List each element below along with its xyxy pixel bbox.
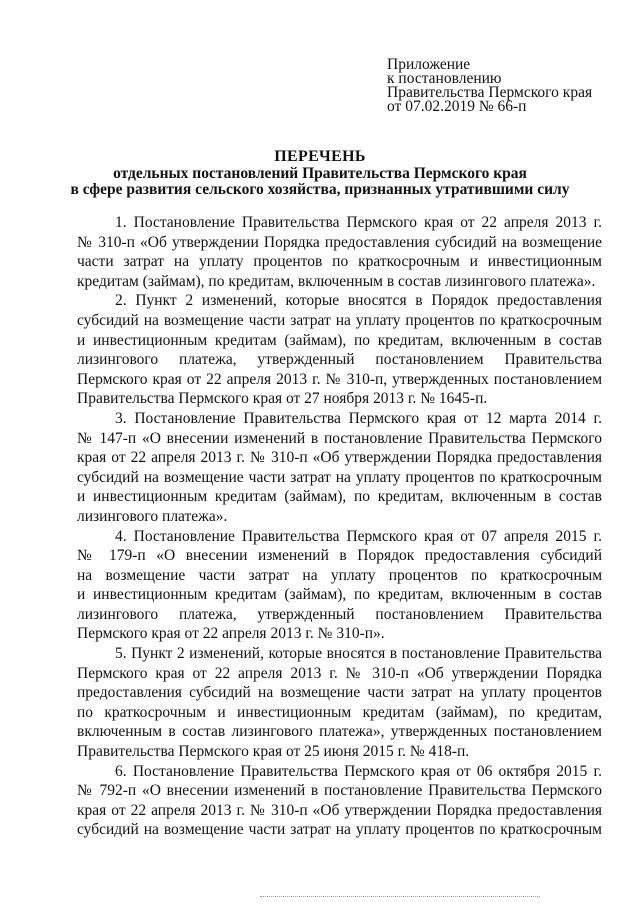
appendix-block bbox=[387, 58, 627, 114]
appendix-line: от 07.02.2019 № 66-п bbox=[387, 98, 527, 115]
list-item-line: Пермского края от 22 апреля 2013 г. № 310-п, утвержденных постановлением bbox=[77, 370, 602, 388]
list-item-line: № 147-п «О внесении изменений в постановление Правительства Пермского bbox=[77, 429, 602, 447]
list-item-line: лизингового платежа». bbox=[77, 507, 228, 525]
list-item-line: Правительства Пермского края от 25 июня 2015 г. № 418-п. bbox=[77, 743, 470, 761]
list-item-line: 6. Постановление Правительства Пермского края от 06 октября 2015 г. bbox=[115, 762, 602, 780]
list-item-line: предоставления субсидий на возмещение части затрат на уплату процентов bbox=[77, 684, 602, 702]
list-item-line: Правительства Пермского края от 27 ноября 2013 г. № 1645-п. bbox=[77, 390, 488, 408]
list-item-line: лизингового платежа, утвержденный постановлением Правительства bbox=[77, 605, 602, 623]
list-item-line: Пермского края от 22 апреля 2013 г. № 310-п «Об утверждении Порядка bbox=[77, 664, 602, 682]
page-footer-divider bbox=[260, 896, 540, 898]
list-item bbox=[77, 213, 602, 291]
list-item-line: края от 22 апреля 2013 г. № 310-п «Об утверждении Порядка предоставления bbox=[77, 801, 602, 819]
list-item-line: 1. Постановление Правительства Пермского края от 22 апреля 2013 г. bbox=[115, 214, 602, 231]
appendix-line: к постановлению bbox=[387, 70, 502, 87]
list-item-line: на возмещение части затрат на уплату процентов по краткосрочным bbox=[77, 566, 602, 584]
appendix-line: Приложение bbox=[387, 56, 471, 73]
appendix-line: Правительства Пермского края bbox=[387, 84, 593, 101]
list-item bbox=[77, 291, 602, 409]
list-item-line: 2. Пункт 2 изменений, которые вносятся в Порядок предоставления bbox=[115, 292, 602, 310]
list-item-line: субсидий на возмещение части затрат на уплату процентов по краткосрочным bbox=[77, 821, 602, 839]
list-item-line: № 792-п «О внесении изменений в постановление Правительства Пермского bbox=[77, 782, 602, 800]
list-item bbox=[77, 644, 602, 762]
list-item-line: 4. Постановление Правительства Пермского края от 07 апреля 2015 г. bbox=[115, 527, 602, 545]
list-item bbox=[77, 409, 602, 527]
list-item-line: 5. Пункт 2 изменений, которые вносятся в постановление Правительства bbox=[115, 645, 602, 663]
list-item-line: включенным в состав лизингового платежа», утвержденных постановлением bbox=[77, 723, 602, 741]
list-item-line: края от 22 апреля 2013 г. № 310-п «Об утверждении Порядка предоставления bbox=[77, 449, 602, 467]
list-item-line: и инвестиционным кредитам (займам), по кредитам, включенным в состав bbox=[77, 586, 602, 604]
document-title: ПЕРЕЧЕНЬ bbox=[274, 148, 366, 165]
list-body bbox=[77, 213, 602, 840]
list-item-line: № 310-п «Об утверждении Порядка предоставления субсидий на возмещение bbox=[77, 233, 602, 251]
list-item-line: и инвестиционным кредитам (займам), по кредитам, включенным в состав bbox=[77, 331, 602, 349]
list-item-line: Пермского края от 22 апреля 2013 г. № 310-п». bbox=[77, 625, 385, 643]
list-item-line: лизингового платежа, утвержденный постановлением Правительства bbox=[77, 351, 602, 369]
subtitle-line: отдельных постановлений Правительства Пермского края bbox=[113, 165, 527, 182]
list-item bbox=[77, 762, 602, 840]
list-item bbox=[77, 527, 602, 645]
list-item-line: по краткосрочным и инвестиционным кредитам (займам), по кредитам, bbox=[77, 703, 602, 721]
subtitle-line: в сфере развития сельского хозяйства, признанных утратившими силу bbox=[70, 181, 570, 198]
document-subtitle bbox=[0, 166, 640, 198]
list-item-line: субсидий на возмещение части затрат на уплату процентов по краткосрочным bbox=[77, 468, 602, 486]
list-item-line: 3. Постановление Правительства Пермского края от 12 марта 2014 г. bbox=[115, 409, 602, 427]
list-item-line: № 179-п «О внесении изменений в Порядок предоставления субсидий bbox=[77, 547, 602, 565]
list-item-line: и инвестиционным кредитам (займам), по кредитам, включенным в состав bbox=[77, 488, 602, 506]
list-item-line: части затрат на уплату процентов по краткосрочным и инвестиционным bbox=[77, 253, 602, 271]
list-item-line: кредитам (займам), по кредитам, включенным в состав лизингового платежа». bbox=[77, 272, 596, 290]
list-item-line: субсидий на возмещение части затрат на уплату процентов по краткосрочным bbox=[77, 311, 602, 329]
